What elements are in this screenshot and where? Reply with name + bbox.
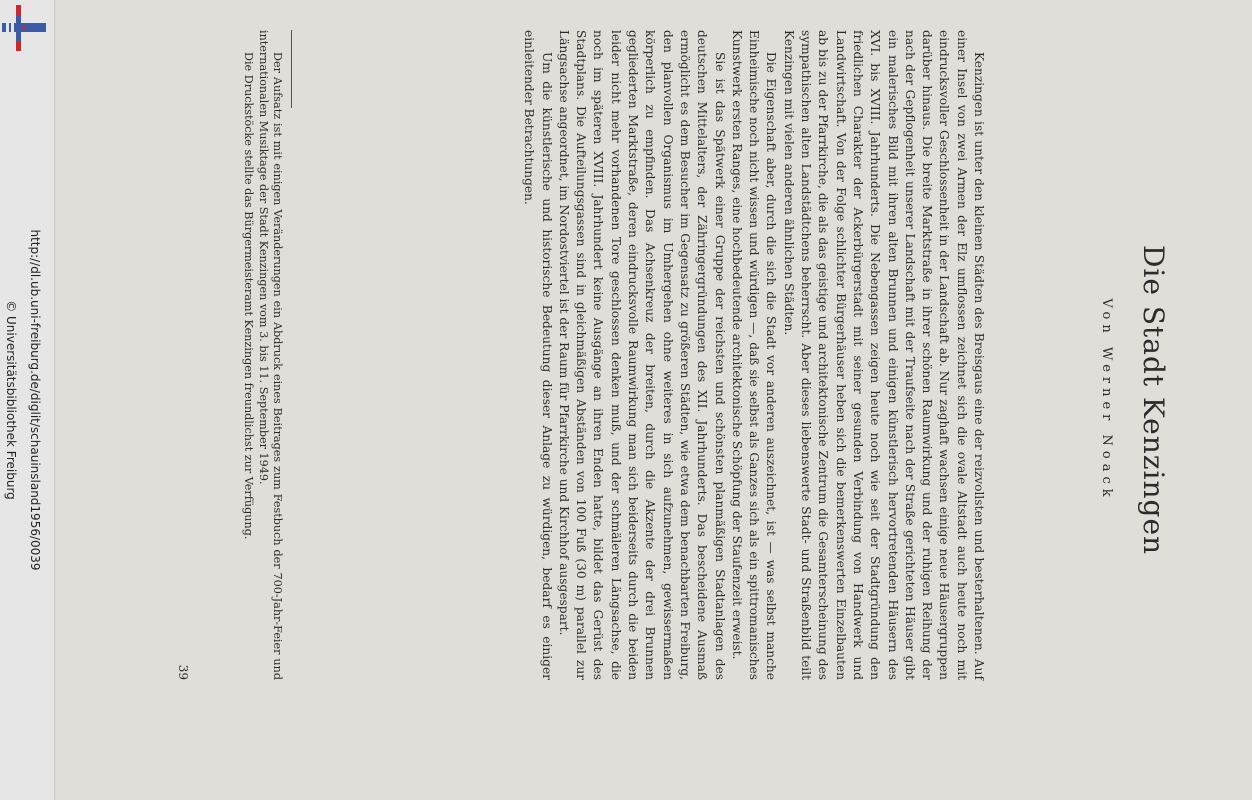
copyright-text: © Universitätsbibliothek Freiburg [4, 300, 18, 500]
scanned-page [56, 0, 1252, 800]
footnote: Die Druckstöcke stellte das Bürgermeisteramt Kenzingen freundlichst zur Verfügung. [242, 52, 255, 540]
footnotes [240, 30, 284, 680]
permalink-url[interactable]: http://dl.ub.uni-freiburg.de/diglit/schauinsland1956/0039 [28, 229, 42, 571]
paragraph: Sie ist das Spätwerk einer Gruppe der reichsten und schönsten planmäßigen Stadtanlagen des deutschen Mittelalters, der Zähringergründungen des XII. Jahrhunderts. Das bescheidene Ausmaß ermöglicht es dem Besucher im Gegensatz zu größeren Städten, wie etwa dem benachbarten Freiburg, den planvollen Organismus im Umhergehen ohne weiteres in sich aufzunehmen, gewissermaßen körperlich zu empfinden. Das Achsenkreuz der breiten, durch die Akzente der drei Brunnen gegliederten Marktstraße, deren eindrucksvolle Raumwirkung man sich beiderseits durch die beiden leider nicht mehr vorhandenen Tore geschlossen denken muß, und der schmäleren Längsachse, die noch im späteren XVIII. Jahrhundert keine Ausgänge an ihren Enden hatte, bildet das Gerüst des Stadtplans. Die Aufteilungsgassen sind in gleichmäßigen Abständen von 100 Fuß (30 m) parallel zur Längsachse angeordnet, im Nordostviertel ist der Raum für Pfarrkirche und Kirchhof ausgespart. [556, 30, 727, 680]
copyright-line [0, 0, 22, 800]
paragraph: Kenzingen ist unter den kleinen Städten des Breisgaus eine der reizvollsten und besterhaltenen. Auf einer Insel von zwei Armen der Elz umflossen zeichnet sich die ovale Altstadt auch heute noch mit eindrucksvoller Geschlossenheit in der Landschaft ab. Nur zaghaft wachsen einige neue Häusergruppen darüber hinaus. Die breite Marktstraße in ihrer schönen Raumwirkung und der ruhigen Reihung der nach der Gepflogenheit unserer Landschaft mit der Traufseite nach der Straße gerichteten Häuser gibt ein malerisches Bild mit ihren alten Brunnen und einigen künstlerisch hervortretenden Häusern des XVI. bis XVIII. Jahrhunderts. Die Nebengassen zeigen heute noch wie seit der Stadtgründung den friedlichen Charakter der Ackerbürgerstadt mit seiner gesunden Verbindung von Handwerk und Landwirtschaft. Von der Folge schlichter Bürgerhäuser heben sich die bemerkenswerten Einzelbauten ab bis zu der Pfarrkirche, die als das geistige und architektonische Zentrum die Gesamterscheinung des sympathischen alten Landstädtchens beherrscht. Aber dieses liebenswerte Stadt- und Straßenbild teilt Kenzingen mit vielen anderen ähnlichen Städten. [781, 30, 986, 680]
page-number: 39 [176, 664, 190, 680]
paragraph: Um die künstlerische und historische Bedeutung dieser Anlage zu würdigen, bedarf es einiger einleitender Betrachtungen. [522, 30, 554, 680]
viewer-sidebar [0, 0, 55, 800]
article-author: Von Werner Noack [1099, 298, 1114, 502]
footnote: Der Aufsatz ist mit einigen Veränderungen ein Abdruck eines Beitrages zum Festbuch der 700-Jahr-Feier und internationalen Musiktage der Stadt Kenzingen vom 3. bis 11. September 1949. [257, 30, 284, 680]
page-content [56, 0, 1252, 800]
article-title: Die Stadt Kenzingen [1137, 244, 1170, 556]
paragraph: Die Eigenschaft aber, durch die sich die Stadt vor anderen auszeichnet, ist — was selbst manche Einheimische noch nicht wissen und würdigen —, daß sie selbst als Ganzes sich als ein spittromanisches Kunstwerk ersten Ranges, eine hochbedeutende architektonische Schöpfung der Staufenzeit erweist. [729, 30, 779, 680]
article-body [520, 30, 987, 680]
footnote-divider [291, 30, 292, 108]
permalink-line [24, 0, 46, 800]
